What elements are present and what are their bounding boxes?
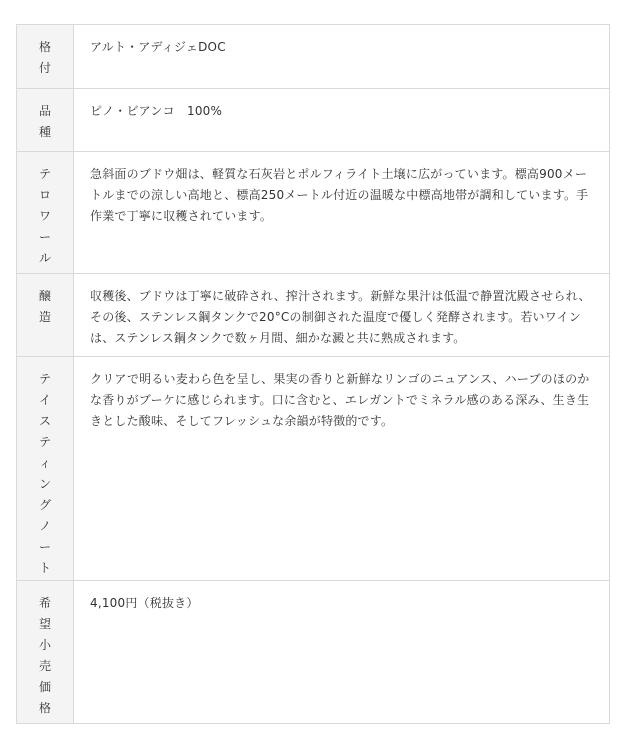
spec-row-terroir: [17, 152, 610, 274]
spec-row-retail-price: [17, 581, 610, 724]
spec-label-terroir: テ ロ ワ ー ル: [17, 152, 74, 274]
wine-spec-table: [16, 24, 610, 724]
spec-value-terroir: 急斜面のブドウ畑は、軽質な石灰岩とポルフィライト土壌に広がっています。標高900メートルまでの涼しい高地と、標高250メートル付近の温暖な中標高地帯が調和しています。手作業で丁寧に収穫されています。: [74, 152, 610, 274]
spec-label-grade: 格 付: [17, 25, 74, 89]
spec-value-tasting-notes: クリアで明るい麦わら色を呈し、果実の香りと新鮮なリンゴのニュアンス、ハーブのほのかな香りがブーケに感じられます。口に含むと、エレガントでミネラル感のある深み、生き生きとした酸味、そしてフレッシュな余韻が特徴的です。: [74, 357, 610, 581]
spec-label-retail-price: 希 望 小 売 価 格: [17, 581, 74, 724]
spec-row-grade: [17, 25, 610, 89]
spec-row-variety: [17, 89, 610, 152]
spec-row-tasting-notes: [17, 357, 610, 581]
spec-label-tasting-notes: テ イ ス テ ィ ン グ ノ ー ト: [17, 357, 74, 581]
spec-label-variety: 品 種: [17, 89, 74, 152]
spec-value-vinification: 収穫後、ブドウは丁寧に破砕され、搾汁されます。新鮮な果汁は低温で静置沈殿させられ、その後、ステンレス鋼タンクで20°Cの制御された温度で優しく発酵されます。若いワインは、ステンレス鋼タンクで数ヶ月間、細かな澱と共に熟成されます。: [74, 274, 610, 357]
spec-value-retail-price: 4,100円（税抜き）: [74, 581, 610, 724]
spec-value-grade: アルト・アディジェDOC: [74, 25, 610, 89]
spec-label-vinification: 醸 造: [17, 274, 74, 357]
spec-value-variety: ピノ・ビアンコ 100%: [74, 89, 610, 152]
spec-row-vinification: [17, 274, 610, 357]
